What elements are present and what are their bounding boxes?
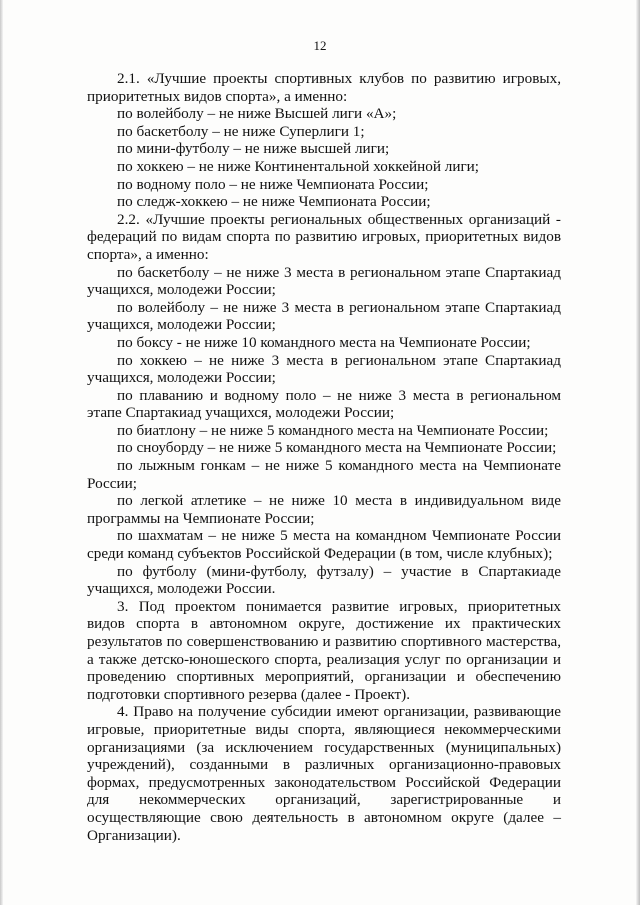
list-item-football: по футболу (мини-футболу, футзалу) – участие в Спартакиаде учащихся, молодежи России. (87, 562, 561, 598)
paragraph-3: 3. Под проектом понимается развитие игровых, приоритетных видов спорта в автономном округе, достижение их практических результатов по совершенствованию и развитию спортивного мастерства, а также детско-юношеского спорта, реализация услуг по организации и проведению спортивных мероприятий, организации и обеспечению подготовки спортивного резерва (далее - Проект). (87, 597, 561, 703)
list-item-basketball-regional: по баскетболу – не ниже 3 места в региональном этапе Спартакиад учащихся, молодежи России; (87, 263, 561, 299)
paragraph-4: 4. Право на получение субсидии имеют организации, развивающие игровые, приоритетные виды спорта, являющиеся некоммерческими организациями (за исключением государственных (муниципальных) учреждений), созданными в различных организационно-правовых формах, предусмотренных законодательством Российской Федерации для некоммерческих организаций, зарегистрированные и осуществляющие свою деятельность в автономном округе (далее – Организации). (87, 703, 561, 844)
page-number: 12 (313, 38, 327, 53)
list-item-biathlon: по биатлону – не ниже 5 командного места на Чемпионате России; (117, 421, 549, 439)
list-item-volleyball-regional: по волейболу – не ниже 3 места в региональном этапе Спартакиад учащихся, молодежи России; (87, 298, 561, 334)
list-item-sledge-hockey: по следж-хоккею – не ниже Чемпионата России; (117, 193, 431, 211)
scan-edge-right (636, 0, 640, 905)
list-item-basketball: по баскетболу – не ниже Суперлиги 1; (117, 122, 365, 140)
list-item-boxing: по боксу - не ниже 10 командного места на Чемпионате России; (117, 333, 531, 351)
list-item-water-polo: по водному поло – не ниже Чемпионата России; (117, 175, 429, 193)
list-item-swimming-water-polo: по плаванию и водному поло – не ниже 3 места в региональном этапе Спартакиад учащихся, молодежи России; (87, 386, 561, 422)
list-item-snowboard: по сноуборду – не ниже 5 командного места на Чемпионате России; (117, 439, 557, 457)
list-item-chess: по шахматам – не ниже 5 места на командном Чемпионате России среди команд субъектов Российской Федерации (в том, числе клубных); (87, 527, 561, 563)
list-item-mini-football: по мини-футболу – не ниже высшей лиги; (117, 140, 390, 158)
list-item-hockey: по хоккею – не ниже Континентальной хоккейной лиги; (117, 157, 480, 175)
scan-edge-left (0, 0, 3, 905)
document-body (87, 70, 561, 844)
paragraph-2-1: 2.1. «Лучшие проекты спортивных клубов по развитию игровых, приоритетных видов спорта», а именно: (87, 70, 561, 105)
list-item-hockey-regional: по хоккею – не ниже 3 места в региональном этапе Спартакиад учащихся, молодежи России; (87, 351, 561, 387)
list-item-cross-country-skiing: по лыжным гонкам – не ниже 5 командного места на Чемпионате России; (87, 457, 561, 492)
paragraph-2-2: 2.2. «Лучшие проекты региональных общественных организаций - федераций по видам спорта по развитию игровых, приоритетных видов спорта», а именно: (87, 210, 561, 263)
list-item-volleyball: по волейболу – не ниже Высшей лиги «А»; (117, 105, 397, 123)
list-item-athletics: по легкой атлетике – не ниже 10 места в индивидуальном виде программы на Чемпионате России; (87, 492, 561, 527)
